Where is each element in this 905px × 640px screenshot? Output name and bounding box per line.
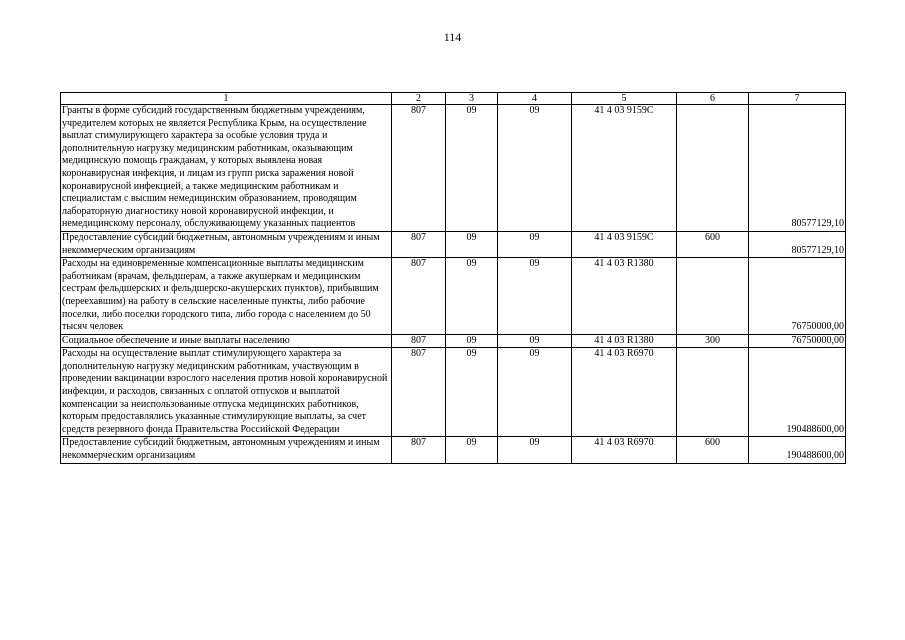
amount: 80577129,10 — [749, 231, 846, 257]
amount: 190488600,00 — [749, 348, 846, 437]
table-row — [61, 231, 846, 257]
column-header: 2 — [392, 93, 446, 105]
table-row — [61, 437, 846, 463]
section-code: 09 — [446, 437, 498, 463]
target-article-code: 41 4 03 R6970 — [572, 437, 677, 463]
amount: 76750000,00 — [749, 334, 846, 348]
table-row — [61, 258, 846, 335]
page-number: 114 — [443, 30, 462, 44]
expense-type-code — [677, 105, 749, 232]
ministry-code: 807 — [392, 437, 446, 463]
expense-type-code — [677, 258, 749, 335]
expense-name: Социальное обеспечение и иные выплаты населению — [61, 334, 392, 348]
expense-name: Расходы на единовременные компенсационные выплаты медицинским работникам (врачам, фельдшерам, а также акушеркам и медицинским сестрам фельдшерских и фельдшерско-акушерских пунктов), прибывшим (переехавшим) на работу в сельские населенные пункты, либо рабочие поселки, либо поселки городского типа, либо города с населением до 50 тысяч человек — [61, 258, 392, 335]
section-code: 09 — [446, 258, 498, 335]
table-row — [61, 348, 846, 437]
subsection-code: 09 — [498, 334, 572, 348]
expense-type-code — [677, 348, 749, 437]
expense-name: Расходы на осуществление выплат стимулирующего характера за дополнительную нагрузку медицинским работникам, участвующим в проведении вакцинации взрослого населения против новой коронавирусной инфекции, и расходов, связанных с оплатой отпусков и выплатой компенсации за неиспользованные отпуска медицинских работников, которым предоставлялись указанные стимулирующие выплаты, за счет средств резервного фонда Правительства Российской Федерации — [61, 348, 392, 437]
section-code: 09 — [446, 348, 498, 437]
ministry-code: 807 — [392, 334, 446, 348]
target-article-code: 41 4 03 R1380 — [572, 258, 677, 335]
table-row — [61, 334, 846, 348]
section-code: 09 — [446, 105, 498, 232]
ministry-code: 807 — [392, 105, 446, 232]
subsection-code: 09 — [498, 258, 572, 335]
section-code: 09 — [446, 231, 498, 257]
target-article-code: 41 4 03 R6970 — [572, 348, 677, 437]
ministry-code: 807 — [392, 348, 446, 437]
expense-type-code: 300 — [677, 334, 749, 348]
amount: 190488600,00 — [749, 437, 846, 463]
budget-table — [60, 92, 846, 464]
subsection-code: 09 — [498, 231, 572, 257]
column-header: 3 — [446, 93, 498, 105]
expense-type-code: 600 — [677, 231, 749, 257]
column-header: 7 — [749, 93, 846, 105]
subsection-code: 09 — [498, 105, 572, 232]
ministry-code: 807 — [392, 258, 446, 335]
expense-type-code: 600 — [677, 437, 749, 463]
expense-name: Предоставление субсидий бюджетным, автономным учреждениям и иным некоммерческим организациям — [61, 437, 392, 463]
expense-name: Предоставление субсидий бюджетным, автономным учреждениям и иным некоммерческим организациям — [61, 231, 392, 257]
column-header: 1 — [61, 93, 392, 105]
amount: 76750000,00 — [749, 258, 846, 335]
target-article-code: 41 4 03 9159C — [572, 105, 677, 232]
table-row — [61, 105, 846, 232]
target-article-code: 41 4 03 R1380 — [572, 334, 677, 348]
column-header: 6 — [677, 93, 749, 105]
column-header: 4 — [498, 93, 572, 105]
table-header-row — [61, 93, 846, 105]
amount: 80577129,10 — [749, 105, 846, 232]
target-article-code: 41 4 03 9159C — [572, 231, 677, 257]
expense-name: Гранты в форме субсидий государственным бюджетным учреждениям, учредителем которых не является Республика Крым, на осуществление выплат стимулирующего характера за особые условия труда и дополнительную нагрузку медицинским работникам, оказывающим медицинскую помощь гражданам, у которых выявлена новая коронавирусная инфекция, и лицам из групп риска заражения новой коронавирусной инфекцией, а также медицинским работникам и специалистам с высшим немедицинским образованием, проводящим лабораторную диагностику новой коронавирусной инфекции, и немедицинскому персоналу, обслуживающему указанных пациентов — [61, 105, 392, 232]
column-header: 5 — [572, 93, 677, 105]
ministry-code: 807 — [392, 231, 446, 257]
subsection-code: 09 — [498, 348, 572, 437]
subsection-code: 09 — [498, 437, 572, 463]
section-code: 09 — [446, 334, 498, 348]
